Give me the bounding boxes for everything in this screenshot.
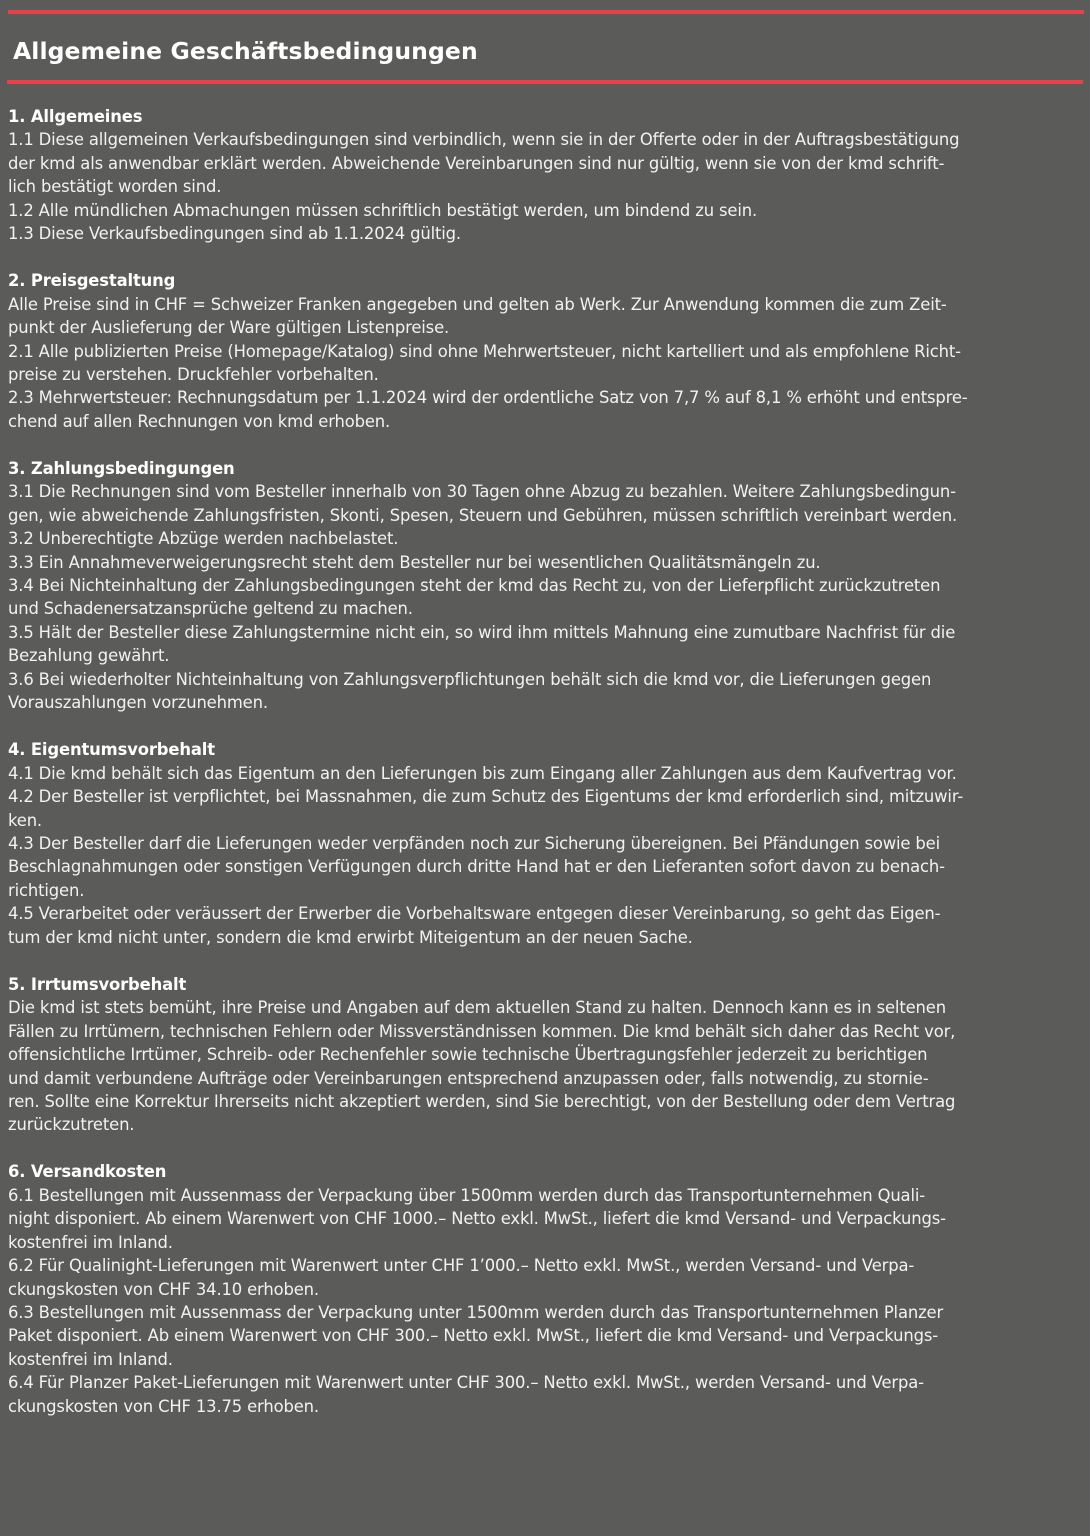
text-line: 3.3 Ein Annahmeverweigerungsrecht steht dem Besteller nur bei wesentlichen Qualitätsmängeln zu. bbox=[8, 552, 821, 572]
text-line: 1.2 Alle mündlichen Abmachungen müssen schriftlich bestätigt werden, um bindend zu sein. bbox=[8, 200, 758, 220]
section-versandkosten bbox=[8, 1160, 1083, 1418]
text-line: gen, wie abweichende Zahlungsfristen, Skonti, Spesen, Steuern und Gebühren, müssen schriftlich vereinbart werden. bbox=[8, 505, 958, 525]
text-line: 3.5 Hält der Besteller diese Zahlungstermine nicht ein, so wird ihm mittels Mahnung eine zumutbare Nachfrist für die bbox=[8, 622, 956, 642]
section-body bbox=[8, 762, 1083, 950]
text-line: und Schadenersatzansprüche geltend zu machen. bbox=[8, 599, 413, 619]
section-heading: 5. Irrtumsvorbehalt bbox=[8, 974, 187, 994]
text-line: 2.3 Mehrwertsteuer: Rechnungsdatum per 1.1.2024 wird der ordentliche Satz von 7,7 % auf 8,1 % erhöht und entspre- bbox=[8, 388, 968, 408]
section-heading: 4. Eigentumsvorbehalt bbox=[8, 740, 215, 760]
top-accent-rule bbox=[8, 10, 1084, 14]
text-line: 2.1 Alle publizierten Preise (Homepage/Katalog) sind ohne Mehrwertsteuer, nicht kartelliert und als empfohlene Richt- bbox=[8, 341, 961, 361]
title-underline-rule bbox=[7, 80, 1083, 84]
text-line: Fällen zu Irrtümern, technischen Fehlern oder Missverständnissen kommen. Die kmd behält sich daher das Recht vor, bbox=[8, 1021, 956, 1041]
text-line: 6.3 Bestellungen mit Aussenmass der Verpackung unter 1500mm werden durch das Transportunternehmen Planzer bbox=[8, 1303, 944, 1323]
text-line: 4.5 Verarbeitet oder veräussert der Erwerber die Vorbehaltsware entgegen dieser Vereinbarung, so geht das Eigen- bbox=[8, 904, 941, 924]
text-line: night disponiert. Ab einem Warenwert von CHF 1000.– Netto exkl. MwSt., liefert die kmd Versand- und Verpackungs- bbox=[8, 1209, 946, 1229]
text-line: kostenfrei im Inland. bbox=[8, 1349, 173, 1369]
text-line: 4.1 Die kmd behält sich das Eigentum an den Lieferungen bis zum Eingang aller Zahlungen aus dem Kaufvertrag vor. bbox=[8, 763, 957, 783]
text-line: Bezahlung gewährt. bbox=[8, 646, 170, 666]
text-line: zurückzutreten. bbox=[8, 1115, 135, 1135]
text-line: 3.1 Die Rechnungen sind vom Besteller innerhalb von 30 Tagen ohne Abzug zu bezahlen. Weitere Zahlungsbedingun- bbox=[8, 482, 956, 502]
text-line: preise zu verstehen. Druckfehler vorbehalten. bbox=[8, 364, 379, 384]
text-line: ckungskosten von CHF 34.10 erhoben. bbox=[8, 1279, 319, 1299]
text-line: 1.3 Diese Verkaufsbedingungen sind ab 1.1.2024 gültig. bbox=[8, 224, 461, 244]
text-line: 3.2 Unberechtigte Abzüge werden nachbelastet. bbox=[8, 529, 399, 549]
text-line: Beschlagnahmungen oder sonstigen Verfügungen durch dritte Hand hat er den Lieferanten sofort davon zu benach- bbox=[8, 857, 945, 877]
text-line: chend auf allen Rechnungen von kmd erhoben. bbox=[8, 411, 391, 431]
text-line: 6.1 Bestellungen mit Aussenmass der Verpackung über 1500mm werden durch das Transportunternehmen Quali- bbox=[8, 1185, 926, 1205]
text-line: richtigen. bbox=[8, 880, 85, 900]
text-line: offensichtliche Irrtümer, Schreib- oder Rechenfehler sowie technische Übertragungsfehler jederzeit zu berichtigen bbox=[8, 1045, 928, 1065]
text-line: 3.6 Bei wiederholter Nichteinhaltung von Zahlungsverpflichtungen behält sich die kmd vor, die Lieferungen gegen bbox=[8, 669, 932, 689]
text-line: 6.2 Für Qualinight-Lieferungen mit Warenwert unter CHF 1’000.– Netto exkl. MwSt., werden Versand- und Verpa- bbox=[8, 1256, 915, 1276]
section-heading: 1. Allgemeines bbox=[8, 107, 143, 126]
text-line: Paket disponiert. Ab einem Warenwert von CHF 300.– Netto exkl. MwSt., liefert die kmd Versand- und Verpackungs- bbox=[8, 1326, 939, 1346]
section-body bbox=[8, 1184, 1083, 1419]
text-line: und damit verbundene Aufträge oder Vereinbarungen entsprechend anzupassen oder, falls notwendig, zu stornie- bbox=[8, 1068, 929, 1088]
section-body bbox=[8, 128, 1083, 245]
text-line: ckungskosten von CHF 13.75 erhoben. bbox=[8, 1396, 319, 1416]
text-line: ren. Sollte eine Korrektur Ihrerseits nicht akzeptiert werden, sind Sie berechtigt, von der Bestellung oder dem Vertrag bbox=[8, 1091, 956, 1111]
section-body bbox=[8, 293, 1083, 434]
text-line: der kmd als anwendbar erklärt werden. Abweichende Vereinbarungen sind nur gültig, wenn sie von der kmd schrift- bbox=[8, 153, 945, 173]
text-line: ken. bbox=[8, 810, 42, 830]
text-line: tum der kmd nicht unter, sondern die kmd erwirbt Miteigentum an der neuen Sache. bbox=[8, 927, 693, 947]
text-line: 3.4 Bei Nichteinhaltung der Zahlungsbedingungen steht der kmd das Recht zu, von der Lieferpflicht zurückzutreten bbox=[8, 576, 941, 596]
section-eigentumsvorbehalt bbox=[8, 738, 1083, 949]
text-line: Die kmd ist stets bemüht, ihre Preise und Angaben auf dem aktuellen Stand zu halten. Dennoch kann es in seltenen bbox=[8, 998, 946, 1018]
section-heading: 2. Preisgestaltung bbox=[8, 271, 176, 291]
text-line: lich bestätigt worden sind. bbox=[8, 177, 222, 197]
section-body bbox=[8, 996, 1083, 1137]
section-allgemeines bbox=[8, 105, 1083, 246]
text-line: punkt der Auslieferung der Ware gültigen Listenpreise. bbox=[8, 318, 450, 338]
text-line: 1.1 Diese allgemeinen Verkaufsbedingungen sind verbindlich, wenn sie in der Offerte oder in der Auftragsbestätigung bbox=[8, 130, 960, 150]
text-line: kostenfrei im Inland. bbox=[8, 1232, 173, 1252]
section-zahlungsbedingungen bbox=[8, 457, 1083, 715]
text-line: 4.2 Der Besteller ist verpflichtet, bei Massnahmen, die zum Schutz des Eigentums der kmd erforderlich sind, mitzuwir- bbox=[8, 787, 964, 807]
text-line: 6.4 Für Planzer Paket-Lieferungen mit Warenwert unter CHF 300.– Netto exkl. MwSt., werden Versand- und Verpa- bbox=[8, 1373, 924, 1393]
page-title: Allgemeine Geschäftsbedingungen bbox=[13, 37, 478, 65]
section-heading: 3. Zahlungsbedingungen bbox=[8, 458, 235, 478]
text-line: Vorauszahlungen vorzunehmen. bbox=[8, 693, 268, 713]
section-preisgestaltung bbox=[8, 269, 1083, 433]
section-irrtumsvorbehalt bbox=[8, 973, 1083, 1137]
section-heading: 6. Versandkosten bbox=[8, 1162, 167, 1182]
terms-content bbox=[8, 105, 1083, 1442]
text-line: 4.3 Der Besteller darf die Lieferungen weder verpfänden noch zur Sicherung übereignen. Bei Pfändungen sowie bei bbox=[8, 834, 941, 853]
text-line: Alle Preise sind in CHF = Schweizer Franken angegeben und gelten ab Werk. Zur Anwendung kommen die zum Zeit- bbox=[8, 294, 947, 314]
section-body bbox=[8, 480, 1083, 715]
